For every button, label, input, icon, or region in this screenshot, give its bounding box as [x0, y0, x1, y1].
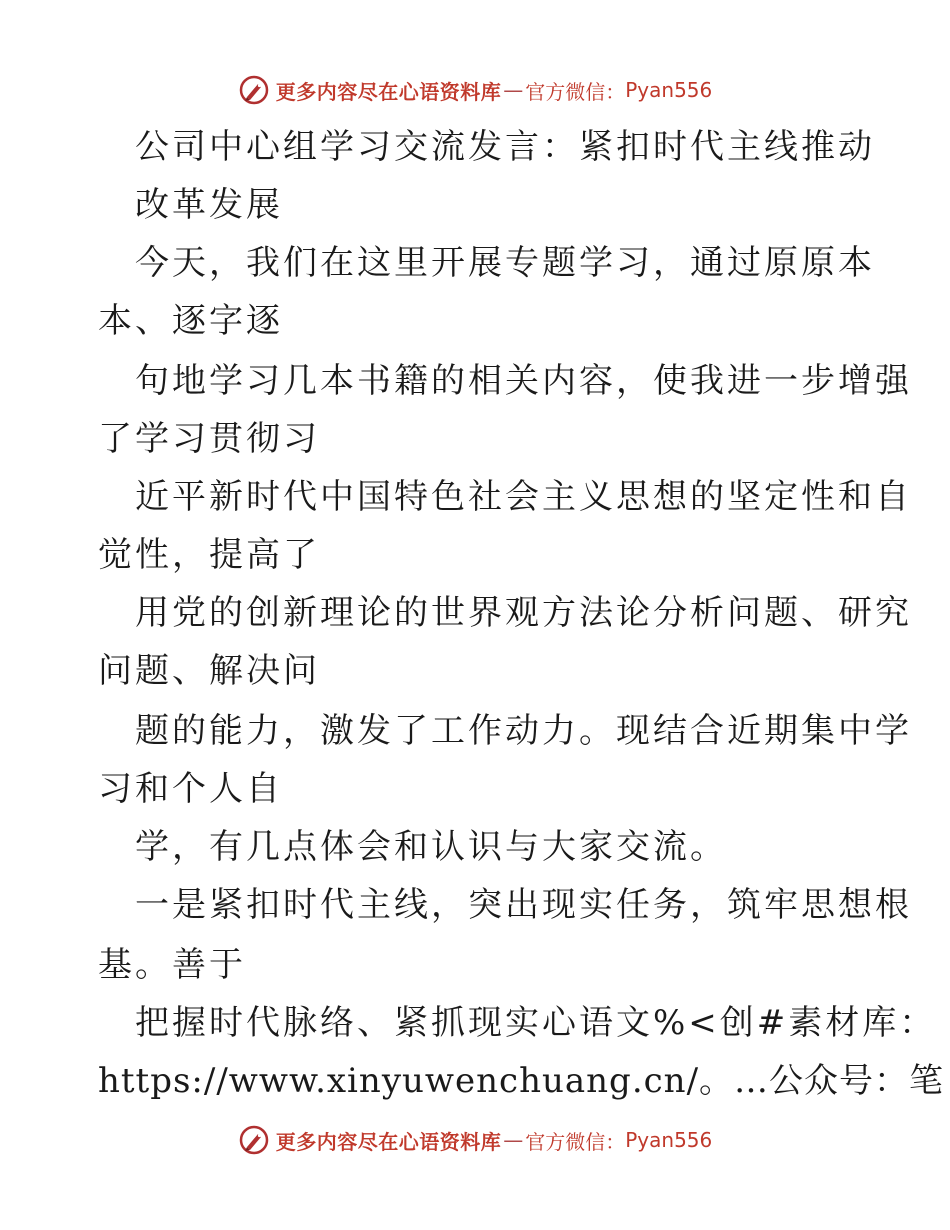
- paragraph-line: 问题、解决问: [98, 651, 320, 691]
- paragraph-line: 基。善于: [98, 945, 246, 985]
- paragraph-line: 觉性，提高了: [98, 535, 320, 575]
- paragraph-line: 把握时代脉络、紧抓现实心语文%<创#素材库：: [135, 1003, 937, 1043]
- watermark-brand-text: 更多内容尽在心语资料库: [275, 1129, 502, 1154]
- document-title-line-2: 改革发展: [135, 185, 283, 225]
- paragraph-line: 句地学习几本书籍的相关内容，使我进一步增强: [135, 361, 912, 401]
- watermark-account: Pyan556: [625, 1128, 713, 1152]
- footer-watermark-banner: [0, 1120, 950, 1160]
- watermark-dash: —: [503, 78, 524, 102]
- paragraph-line: 了学习贯彻习: [98, 419, 320, 459]
- pen-in-circle-icon: [238, 1124, 270, 1156]
- paragraph-line: 本、逐字逐: [98, 301, 283, 341]
- paragraph-line: 用党的创新理论的世界观方法论分析问题、研究: [135, 593, 912, 633]
- watermark-wechat-label: 官方微信：: [525, 1129, 626, 1154]
- paragraph-line: 一是紧扣时代主线，突出现实任务，筑牢思想根: [135, 885, 912, 925]
- paragraph-line: 今天，我们在这里开展专题学习，通过原原本: [135, 243, 875, 283]
- document-title-line-1: 公司中心组学习交流发言：紧扣时代主线推动: [135, 127, 875, 167]
- watermark-dash: —: [503, 1128, 524, 1152]
- paragraph-line: 习和个人自: [98, 769, 283, 809]
- header-watermark-banner: [0, 70, 950, 110]
- paragraph-line-url: https://www.xinyuwenchuang.cn/。…公众号：笔: [98, 1061, 945, 1101]
- watermark-account: Pyan556: [625, 78, 713, 102]
- watermark-brand-text: 更多内容尽在心语资料库: [275, 79, 502, 104]
- paragraph-line: 近平新时代中国特色社会主义思想的坚定性和自: [135, 477, 912, 517]
- paragraph-line: 学，有几点体会和认识与大家交流。: [135, 827, 727, 867]
- pen-in-circle-icon: [238, 74, 270, 106]
- watermark-wechat-label: 官方微信：: [525, 79, 626, 104]
- paragraph-line: 题的能力，激发了工作动力。现结合近期集中学: [135, 711, 912, 751]
